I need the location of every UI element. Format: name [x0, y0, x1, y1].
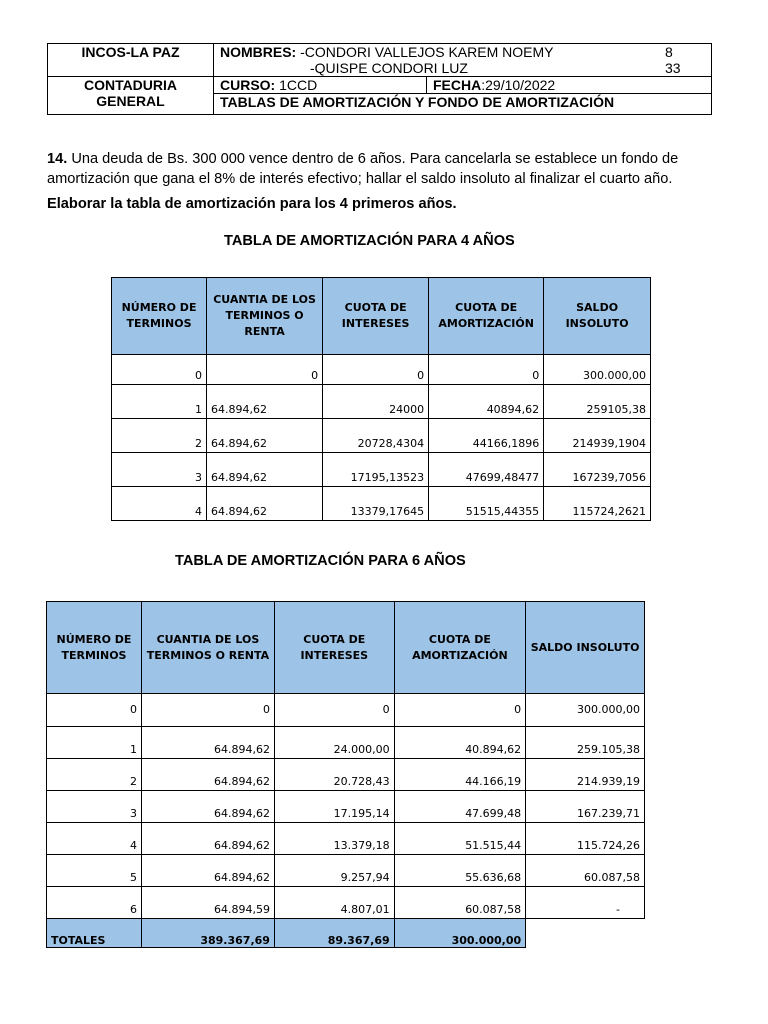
student-2: -QUISPE CONDORI LUZ	[310, 60, 468, 76]
column-header: SALDO INSOLUTO	[526, 602, 645, 694]
table-cell: 51.515,44	[394, 823, 526, 855]
table-cell: 1	[47, 727, 142, 759]
table-cell: 3	[47, 791, 142, 823]
table-cell: 64.894,62	[207, 487, 323, 521]
table-cell: 0	[394, 694, 526, 727]
table-cell: 300.000,00	[526, 694, 645, 727]
table-cell: 13.379,18	[274, 823, 394, 855]
table-cell: 167.239,71	[526, 791, 645, 823]
table-cell: 1	[112, 385, 207, 419]
table-row	[112, 453, 651, 487]
table-cell: 40894,62	[429, 385, 544, 419]
table-cell: 0	[429, 355, 544, 385]
table-cell: 64.894,62	[141, 727, 274, 759]
table-cell: 64.894,59	[141, 887, 274, 919]
table-row	[47, 727, 645, 759]
institution: INCOS-LA PAZ	[48, 44, 214, 77]
course-value: 1CCD	[275, 77, 318, 93]
column-header: CUANTIA DE LOS TERMINOS O RENTA	[207, 278, 323, 355]
totals-row	[47, 919, 645, 948]
table-cell: 64.894,62	[207, 385, 323, 419]
table-cell: 55.636,68	[394, 855, 526, 887]
table-cell: 17.195,14	[274, 791, 394, 823]
date-cell	[427, 77, 712, 94]
column-header: CUOTA DE AMORTIZACIÓN	[429, 278, 544, 355]
table-row	[112, 419, 651, 453]
table-cell: 115.724,26	[526, 823, 645, 855]
totals-cell: 89.367,69	[274, 919, 394, 948]
table-cell: 0	[274, 694, 394, 727]
totals-label: TOTALES	[47, 919, 142, 948]
table-row	[47, 823, 645, 855]
table-cell: 64.894,62	[141, 855, 274, 887]
table-row	[47, 887, 645, 919]
table-cell: 0	[47, 694, 142, 727]
table-cell: 0	[141, 694, 274, 727]
table-cell: 64.894,62	[207, 419, 323, 453]
table-cell: 64.894,62	[141, 791, 274, 823]
table-cell: -	[526, 887, 645, 919]
table-cell: 6	[47, 887, 142, 919]
names-label: NOMBRES:	[220, 44, 297, 60]
table-cell: 300.000,00	[544, 355, 651, 385]
table-cell: 20728,4304	[323, 419, 429, 453]
table-cell: 0	[207, 355, 323, 385]
table-row	[112, 487, 651, 521]
student-1-number: 8	[665, 44, 673, 60]
amortization-table-6-years	[46, 601, 645, 948]
table-cell: 44.166,19	[394, 759, 526, 791]
column-header: CUOTA DE INTERESES	[274, 602, 394, 694]
table-row	[112, 385, 651, 419]
date-value: :29/10/2022	[481, 77, 556, 93]
student-2-number: 33	[665, 60, 681, 76]
table-cell: 40.894,62	[394, 727, 526, 759]
table-cell: 24.000,00	[274, 727, 394, 759]
course-label: CURSO:	[220, 77, 276, 93]
career-line-1: CONTADURIA	[83, 77, 178, 93]
career-line-2: GENERAL	[96, 93, 165, 109]
problem-statement	[47, 149, 727, 189]
column-header: CUOTA DE AMORTIZACIÓN	[394, 602, 526, 694]
table-cell: 13379,17645	[323, 487, 429, 521]
table-cell: 259.105,38	[526, 727, 645, 759]
table-cell: 3	[112, 453, 207, 487]
task-instruction: Elaborar la tabla de amortización para los 4 primeros años.	[47, 196, 457, 212]
empty-cell	[526, 919, 645, 948]
table-cell: 17195,13523	[323, 453, 429, 487]
table-cell: 259105,38	[544, 385, 651, 419]
totals-cell: 300.000,00	[394, 919, 526, 948]
table-cell: 4	[112, 487, 207, 521]
column-header: SALDO INSOLUTO	[544, 278, 651, 355]
names-cell	[214, 44, 712, 77]
table-cell: 4	[47, 823, 142, 855]
amortization-table-4-years	[111, 277, 651, 521]
table-row	[47, 855, 645, 887]
table-row	[47, 759, 645, 791]
table-cell: 60.087,58	[526, 855, 645, 887]
table-row	[47, 791, 645, 823]
table-cell: 214.939,19	[526, 759, 645, 791]
column-header: NÚMERO DE TERMINOS	[47, 602, 142, 694]
table-cell: 214939,1904	[544, 419, 651, 453]
problem-text: Una deuda de Bs. 300 000 vence dentro de 6 años. Para cancelarla se establece un fondo de amortización que gana el 8% de interés efectivo; hallar el saldo insoluto al finalizar el cuarto año.	[47, 151, 679, 187]
table-row	[112, 355, 651, 385]
table-row	[47, 694, 645, 727]
table-cell: 44166,1896	[429, 419, 544, 453]
column-header: NÚMERO DE TERMINOS	[112, 278, 207, 355]
table-cell: 4.807,01	[274, 887, 394, 919]
table-cell: 0	[112, 355, 207, 385]
table-cell: 60.087,58	[394, 887, 526, 919]
column-header: CUANTIA DE LOS TERMINOS O RENTA	[141, 602, 274, 694]
table-cell: 24000	[323, 385, 429, 419]
table-cell: 47.699,48	[394, 791, 526, 823]
table-cell: 5	[47, 855, 142, 887]
table-cell: 47699,48477	[429, 453, 544, 487]
table-6-title: TABLA DE AMORTIZACIÓN PARA 6 AÑOS	[175, 553, 466, 569]
career	[48, 77, 214, 115]
problem-number: 14.	[47, 151, 68, 167]
table-cell: 64.894,62	[207, 453, 323, 487]
table-cell: 2	[47, 759, 142, 791]
table-cell: 51515,44355	[429, 487, 544, 521]
student-1: -CONDORI VALLEJOS KAREM NOEMY	[300, 44, 554, 60]
document-header	[47, 43, 712, 115]
date-label: FECHA	[433, 77, 482, 93]
table-cell: 64.894,62	[141, 823, 274, 855]
table-cell: 9.257,94	[274, 855, 394, 887]
table-cell: 115724,2621	[544, 487, 651, 521]
table-cell: 20.728,43	[274, 759, 394, 791]
table-cell: 0	[323, 355, 429, 385]
totals-cell: 389.367,69	[141, 919, 274, 948]
topic: TABLAS DE AMORTIZACIÓN Y FONDO DE AMORTIZACIÓN	[214, 94, 712, 115]
column-header: CUOTA DE INTERESES	[323, 278, 429, 355]
course-cell	[214, 77, 427, 94]
table-cell: 2	[112, 419, 207, 453]
table-cell: 64.894,62	[141, 759, 274, 791]
table-4-title: TABLA DE AMORTIZACIÓN PARA 4 AÑOS	[224, 233, 515, 249]
table-cell: 167239,7056	[544, 453, 651, 487]
